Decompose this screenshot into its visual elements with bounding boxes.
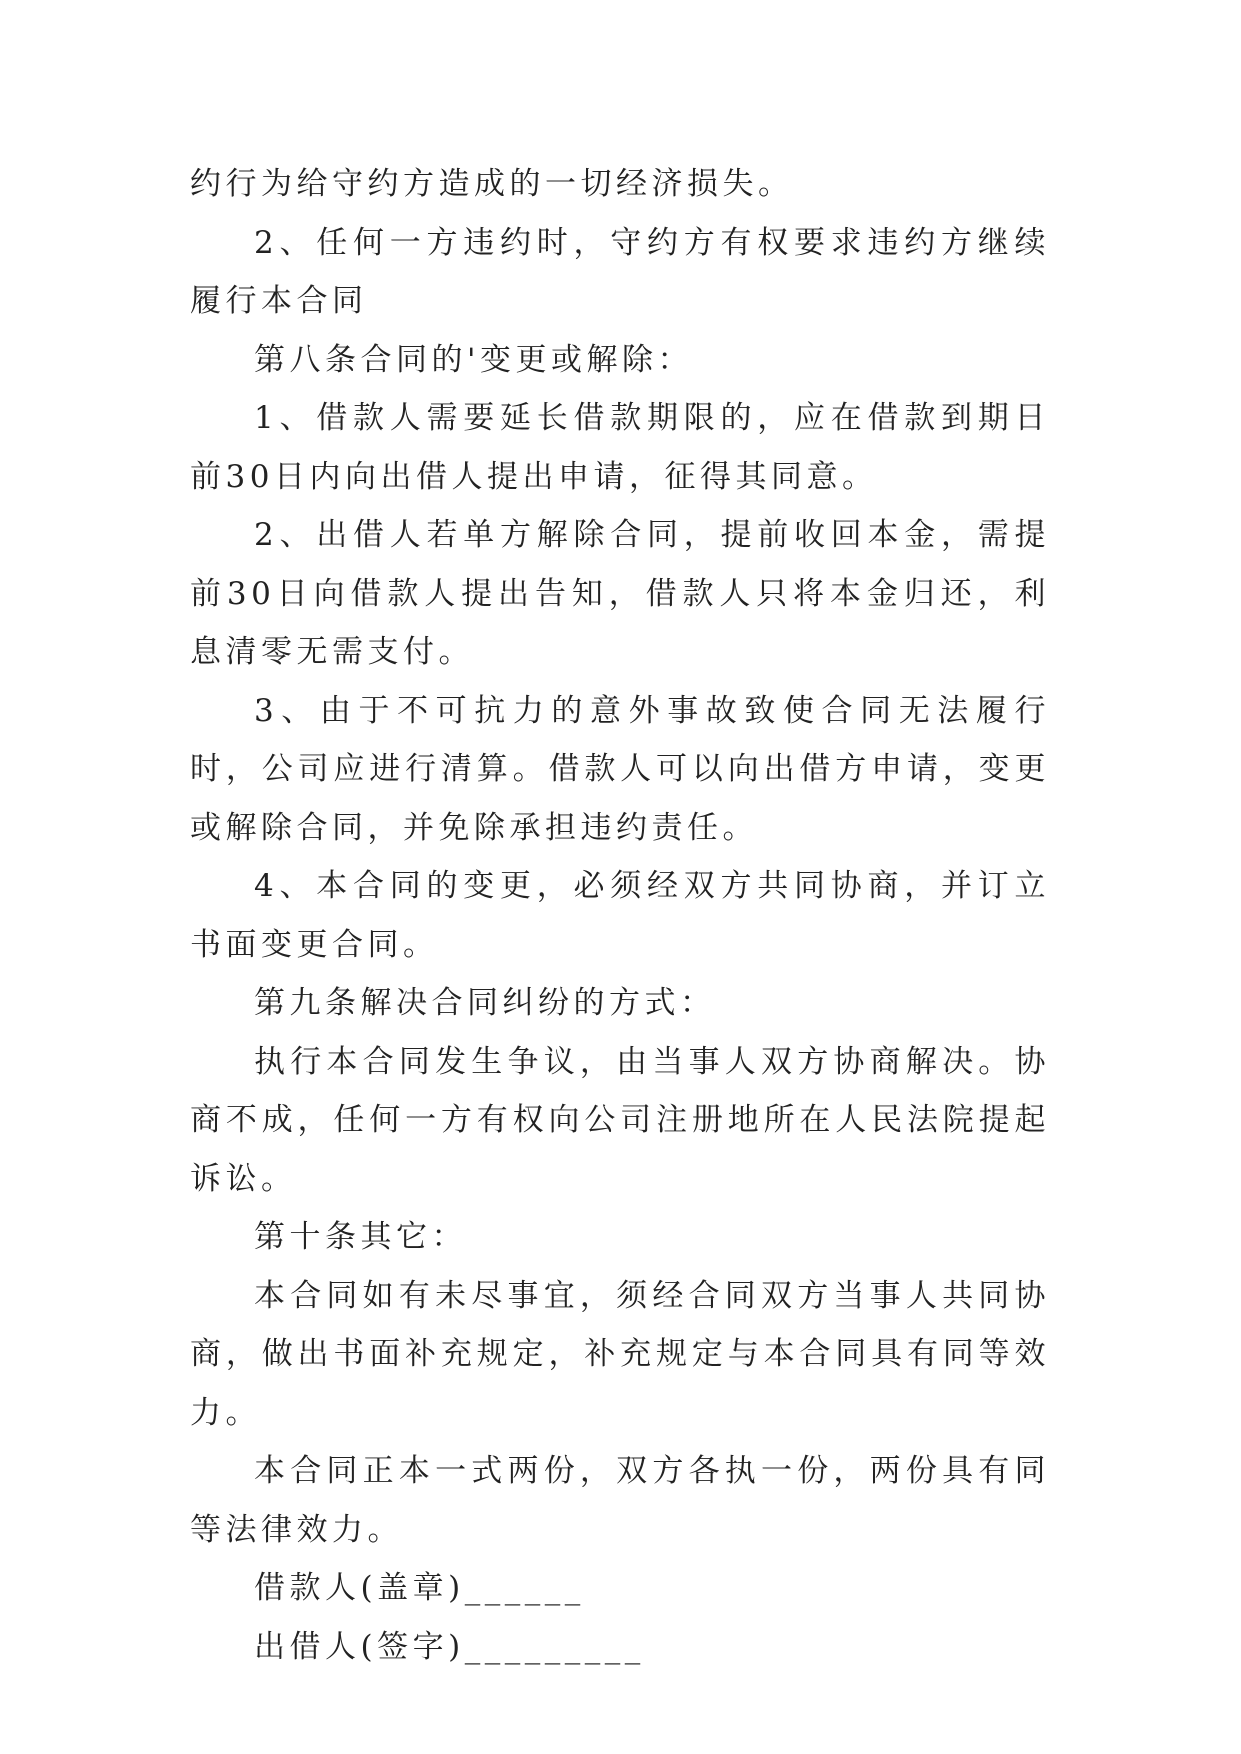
article-10-body-1: 本合同如有未尽事宜，须经合同双方当事人共同协商，做出书面补充规定，补充规定与本合同具有同等效力。 [190, 1277, 1050, 1431]
clause-8-item-3: 3、由于不可抗力的意外事故致使合同无法履行时，公司应进行清算。借款人可以向出借方申请，变更或解除合同，并免除承担违约责任。 [190, 692, 1050, 846]
clause-8-item-1: 1、借款人需要延长借款期限的，应在借款到期日前30日内向出借人提出申请，征得其同意。 [190, 400, 1050, 495]
document-page [190, 155, 1050, 1676]
article-8-heading: 第八条合同的'变更或解除： [254, 341, 694, 378]
clause-7-item-2: 2、任何一方违约时，守约方有权要求违约方继续履行本合同 [190, 224, 1050, 319]
lender-signature-line: 出借人(签字)_________ [254, 1628, 645, 1665]
clause-8-item-2: 2、出借人若单方解除合同，提前收回本金，需提前30日向借款人提出告知，借款人只将本金归还，利息清零无需支付。 [190, 517, 1050, 670]
article-10-body-2: 本合同正本一式两份，双方各执一份，两份具有同等法律效力。 [190, 1453, 1050, 1548]
article-9-body: 执行本合同发生争议，由当事人双方协商解决。协商不成，任何一方有权向公司注册地所在人民法院提起诉讼。 [190, 1043, 1050, 1197]
article-9-heading: 第九条解决合同纠纷的方式： [254, 985, 716, 1021]
article-10-heading: 第十条其它： [254, 1219, 467, 1255]
clause-8-item-4: 4、本合同的变更，必须经双方共同协商，并订立书面变更合同。 [190, 868, 1050, 963]
borrower-signature-line: 借款人(盖章)______ [254, 1570, 585, 1606]
paragraph-continuation: 约行为给守约方造成的一切经济损失。 [190, 166, 794, 202]
